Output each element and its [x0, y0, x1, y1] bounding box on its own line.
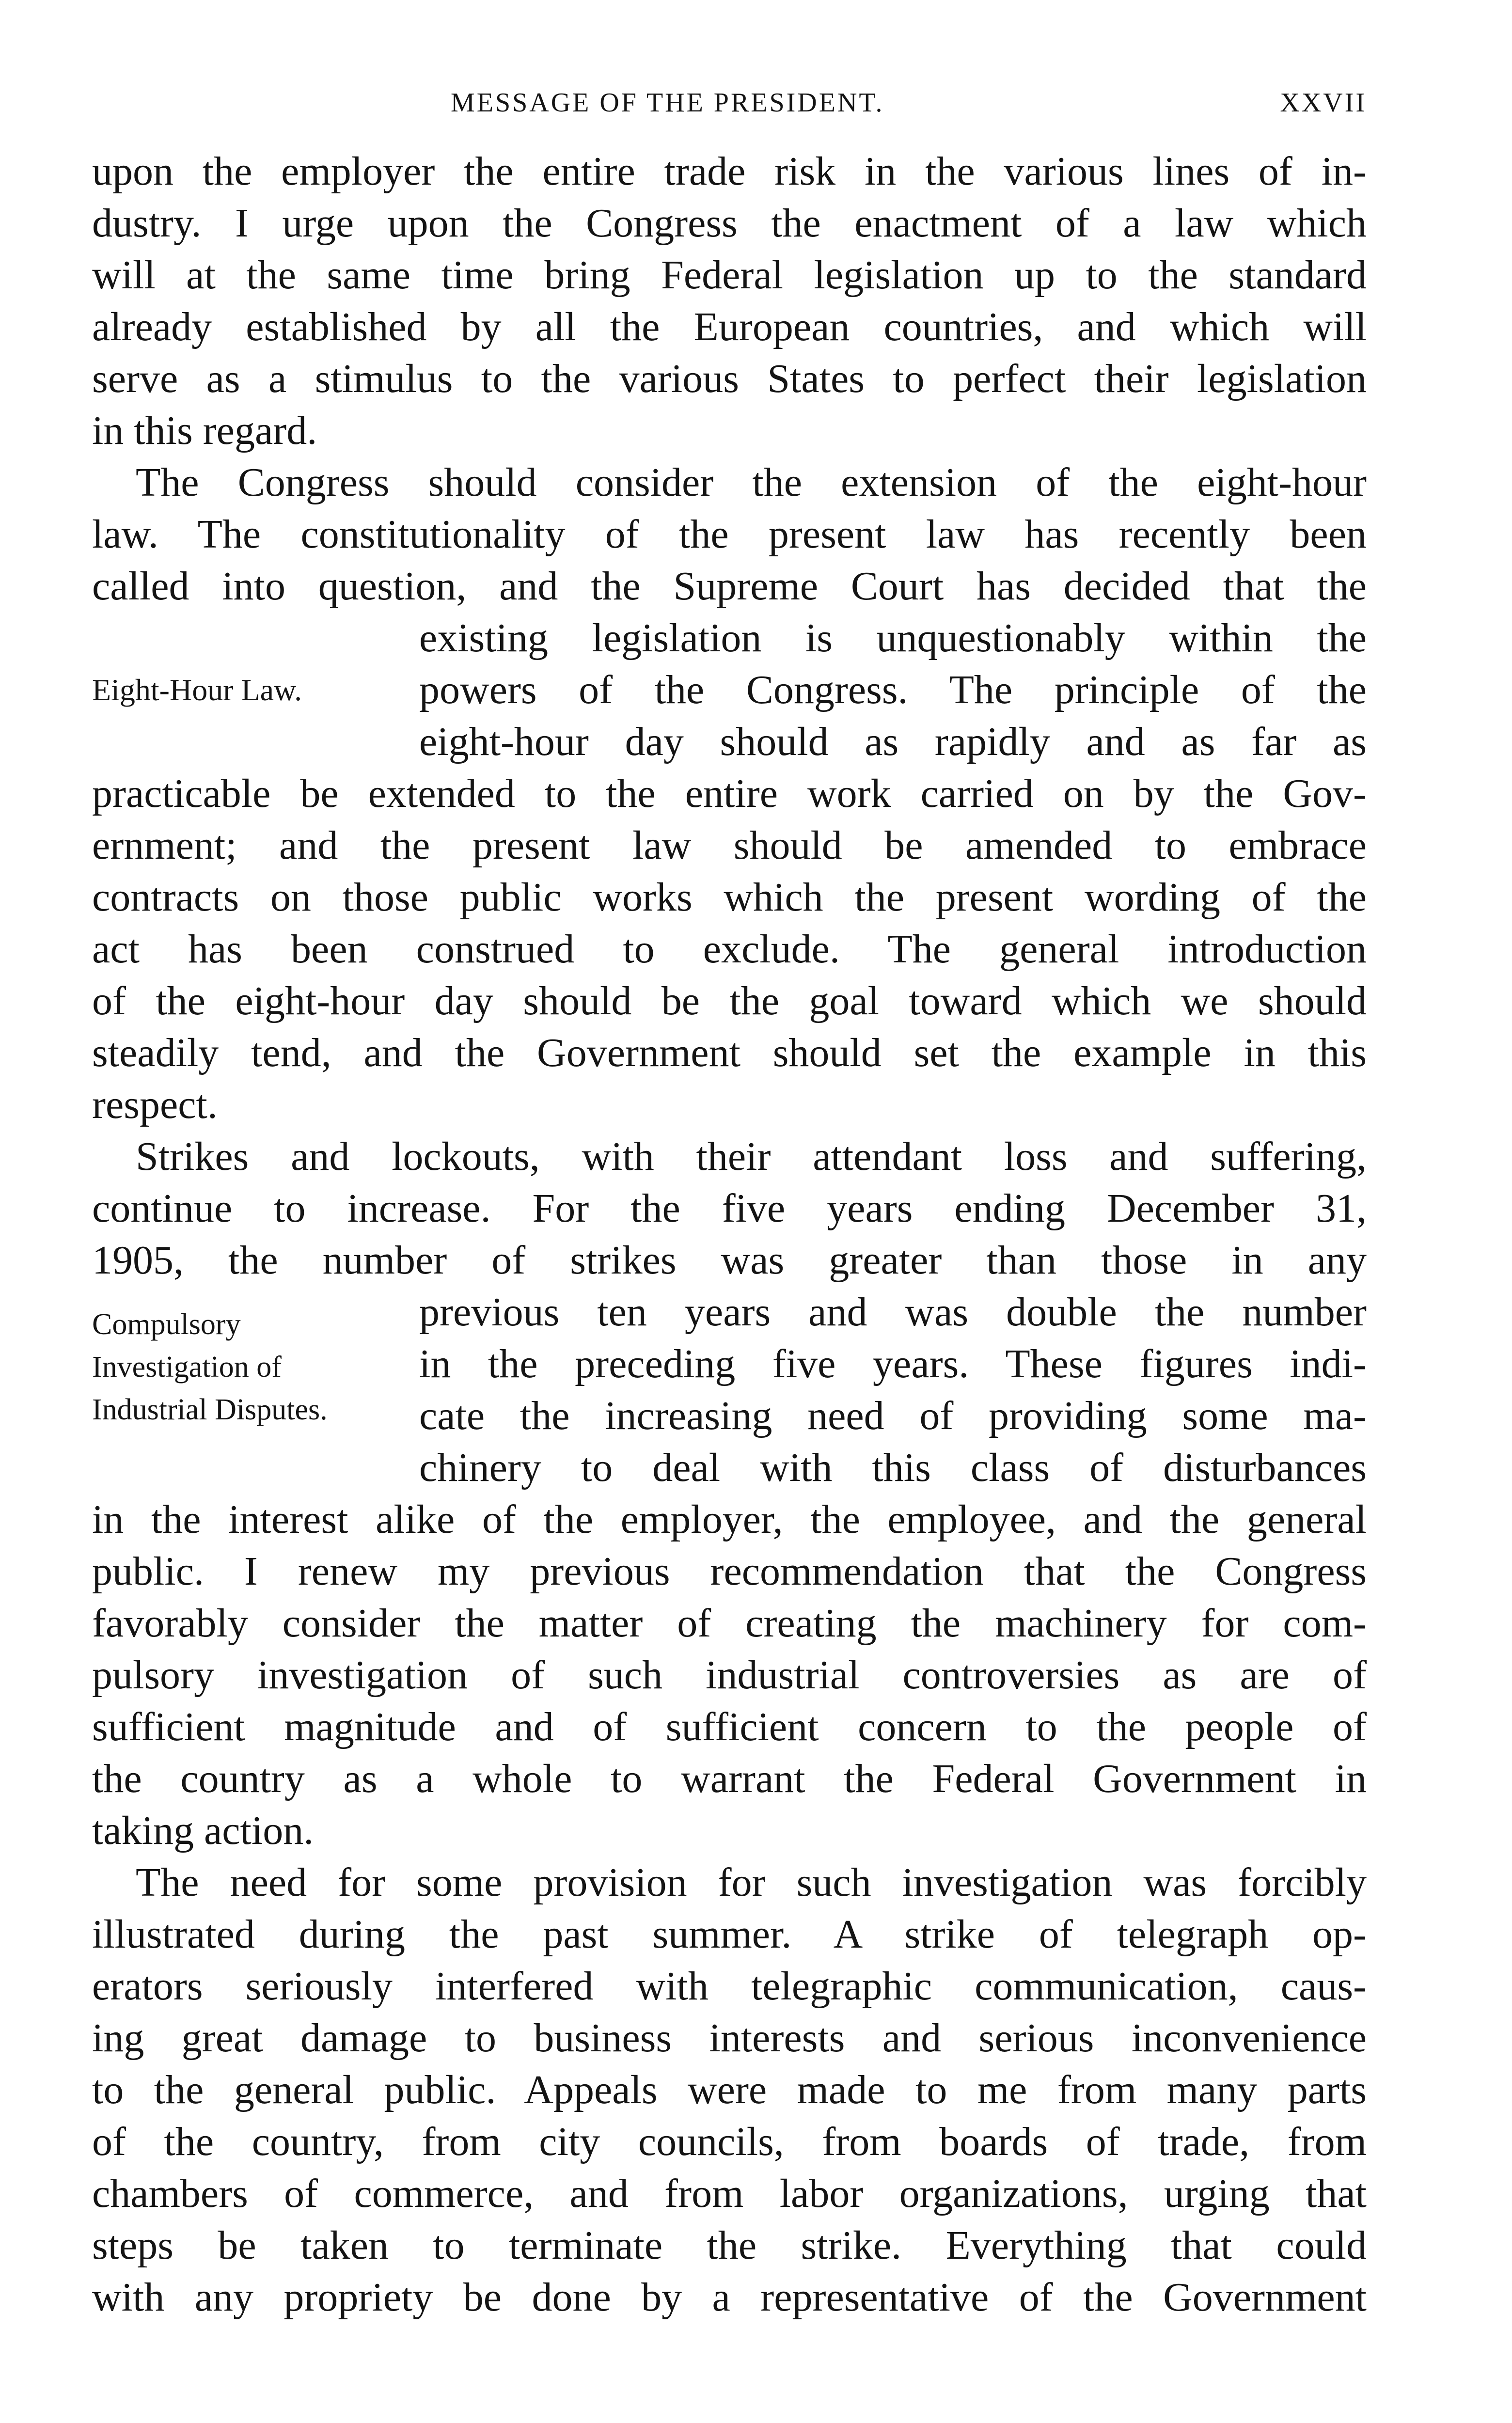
text-line: to the general public. Appeals were made to me from many parts: [92, 2067, 1367, 2112]
text-line: favorably consider the matter of creating the machinery for com-: [92, 1601, 1367, 1646]
text-line: in the preceding five years. These figures indi-: [419, 1341, 1367, 1386]
text-line: existing legislation is unquestionably within the: [419, 615, 1367, 661]
text-line: the country as a whole to warrant the Federal Government in: [92, 1756, 1367, 1801]
text-line: ing great damage to business interests and serious inconvenience: [92, 2015, 1367, 2061]
text-line: public. I renew my previous recommendation that the Congress: [92, 1549, 1367, 1594]
text-line: with any propriety be done by a representative of the Government: [92, 2275, 1367, 2320]
paragraph: [92, 1131, 1367, 1857]
text-line: will at the same time bring Federal legislation up to the standard: [92, 252, 1367, 298]
margin-note-block: [92, 612, 1367, 768]
text-line: illustrated during the past summer. A strike of telegraph op-: [92, 1912, 1367, 1957]
text-line: powers of the Congress. The principle of the: [419, 667, 1367, 712]
text-line: The Congress should consider the extension of the eight-hour: [136, 460, 1367, 505]
text-line: serve as a stimulus to the various States to perfect their legislation: [92, 356, 1367, 401]
text-line: Strikes and lockouts, with their attendant loss and suffering,: [136, 1134, 1367, 1179]
text-line: dustry. I urge upon the Congress the enactment of a law which: [92, 201, 1367, 246]
text-line: chinery to deal with this class of disturbances: [419, 1445, 1367, 1490]
text-line: steadily tend, and the Government should set the example in this: [92, 1030, 1367, 1075]
text-line: sufficient magnitude and of sufficient concern to the people of: [92, 1704, 1367, 1749]
margin-note: Eight-Hour Law.: [92, 673, 302, 707]
text-line: respect.: [92, 1082, 218, 1127]
running-title: MESSAGE OF THE PRESIDENT.: [451, 88, 884, 118]
text-line: called into question, and the Supreme Court has decided that the: [92, 564, 1367, 609]
text-line: of the country, from city councils, from boards of trade, from: [92, 2119, 1367, 2164]
text-line: ernment; and the present law should be amended to embrace: [92, 823, 1367, 868]
paragraph: [92, 456, 1367, 1131]
text-line: previous ten years and was double the number: [419, 1290, 1367, 1335]
page-number: XXVII: [1280, 88, 1367, 118]
running-head: [92, 87, 1367, 126]
text-line: steps be taken to terminate the strike. Everything that could: [92, 2223, 1367, 2268]
text-line: law. The constitutionality of the present law has recently been: [92, 512, 1367, 557]
text-line: upon the employer the entire trade risk in the various lines of in-: [92, 149, 1367, 194]
text-line: erators seriously interfered with telegraphic communication, caus-: [92, 1964, 1367, 2009]
margin-note-line: Industrial Disputes.: [92, 1393, 328, 1426]
text-line: of the eight-hour day should be the goal toward which we should: [92, 978, 1367, 1023]
body-text: [92, 145, 1367, 2323]
text-line: chambers of commerce, and from labor organizations, urging that: [92, 2171, 1367, 2216]
text-line: continue to increase. For the five years ending December 31,: [92, 1186, 1367, 1231]
text-line: The need for some provision for such investigation was forcibly: [136, 1860, 1367, 1905]
text-line: in the interest alike of the employer, the employee, and the general: [92, 1497, 1367, 1542]
text-line: practicable be extended to the entire work carried on by the Gov-: [92, 771, 1367, 816]
text-line: 1905, the number of strikes was greater than those in any: [92, 1238, 1367, 1283]
paragraph: [92, 1857, 1367, 2323]
text-line: taking action.: [92, 1808, 314, 1853]
text-line: in this regard.: [92, 408, 317, 453]
margin-note-line: Compulsory: [92, 1308, 241, 1341]
text-line: contracts on those public works which the present wording of the: [92, 875, 1367, 920]
margin-note-block: [92, 1286, 1367, 1494]
text-line: already established by all the European countries, and which will: [92, 304, 1367, 349]
text-line: eight-hour day should as rapidly and as far as: [419, 719, 1367, 764]
text-line: pulsory investigation of such industrial controversies as are of: [92, 1652, 1367, 1698]
paragraph: [92, 145, 1367, 456]
margin-note-line: Investigation of: [92, 1351, 282, 1384]
text-line: act has been construed to exclude. The general introduction: [92, 927, 1367, 972]
text-line: cate the increasing need of providing some ma-: [419, 1393, 1367, 1438]
